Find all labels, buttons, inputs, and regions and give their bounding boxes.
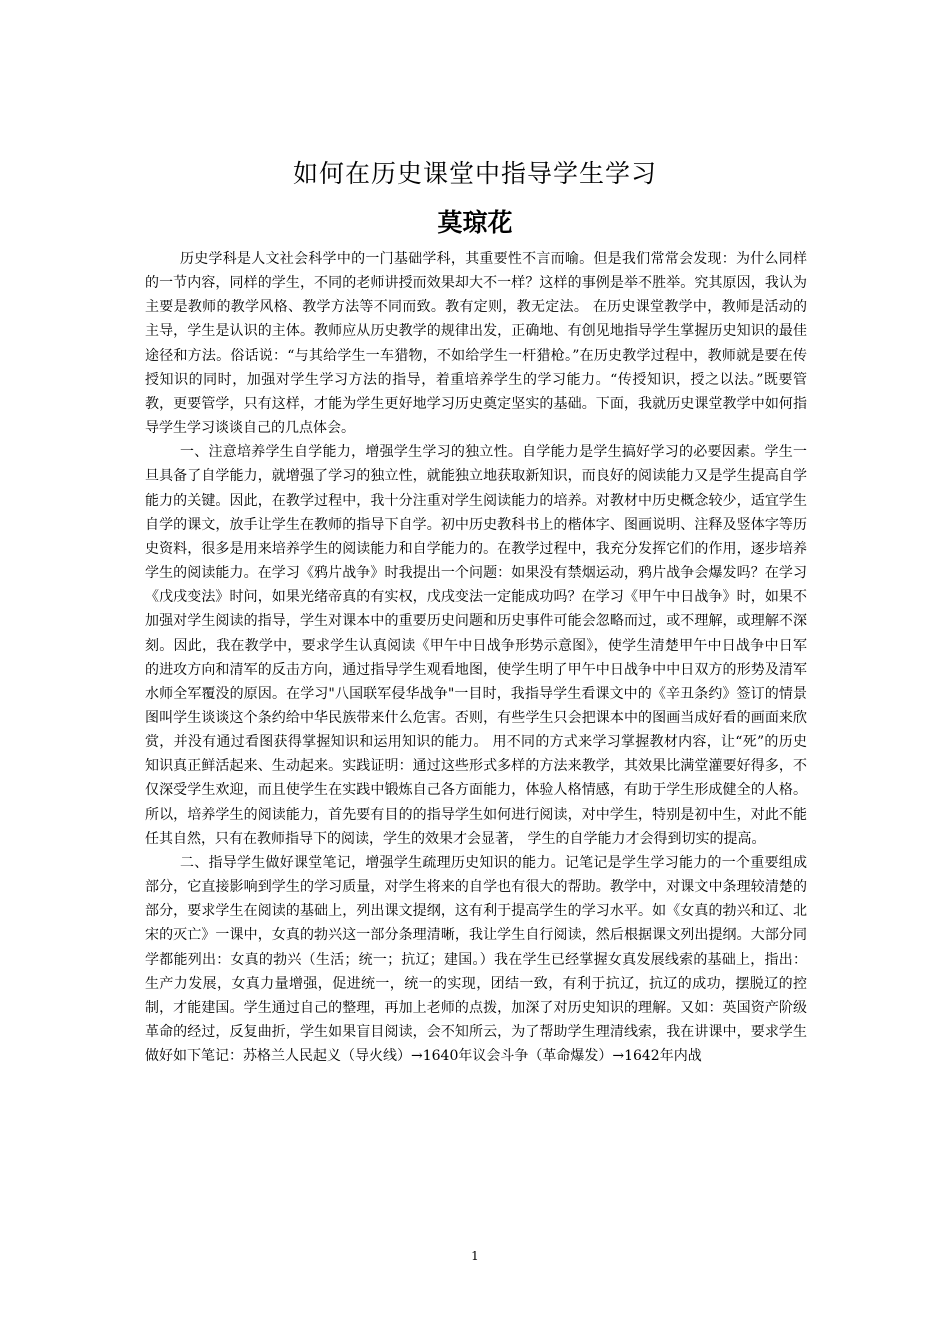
paragraph-section-2: 二、指导学生做好课堂笔记，增强学生疏理历史知识的能力。记笔记是学生学习能力的一个重要组成部分，它直接影响到学生的学习质量，对学生将来的自学也有很大的帮助。教学中，对课文中条理较清楚的部分，要求学生在阅读的基础上，列出课文提纲，这有利于提高学生的学习水平。如《女真的勃兴和辽、北宋的灭亡》一课中，女真的勃兴这一部分条理清晰，我让学生自行阅读，然后根据课文列出提纲。大部分同学都能列出：女真的勃兴（生活；统一；抗辽；建国。）我在学生已经掌握女真发展线索的基础上，指出：生产力发展，女真力量增强，促进统一，统一的实现，团结一致，有利于抗辽，抗辽的成功，摆脱辽的控制，才能建国。学生通过自己的整理，再加上老师的点拨，加深了对历史知识的理解。又如：英国资产阶级革命的经过，反复曲折，学生如果盲目阅读，会不知所云，为了帮助学生理清线索，我在讲课中，要求学生做好如下笔记：苏格兰人民起义（导火线）→1640年议会斗争（革命爆发）→1642年内战 — [145, 854, 807, 1065]
document-title: 如何在历史课堂中指导学生学习 — [292, 159, 657, 188]
document-body — [145, 247, 807, 1068]
paragraph-section-1: 一、注意培养学生自学能力，增强学生学习的独立性。自学能力是学生搞好学习的必要因素。学生一旦具备了自学能力，就增强了学习的独立性，就能独立地获取新知识，而良好的阅读能力又是学生提高自学能力的关键。因此，在教学过程中，我十分注重对学生阅读能力的培养。对教材中历史概念较少，适宜学生自学的课文，放手让学生在教师的指导下自学。初中历史教科书上的楷体字、图画说明、注释及竖体字等历史资料，很多是用来培养学生的阅读能力和自学能力的。在教学过程中，我充分发挥它们的作用，逐步培养学生的阅读能力。在学习《鸦片战争》时我提出一个问题：如果没有禁烟运动，鸦片战争会爆发吗？在学习《戊戌变法》时问，如果光绪帝真的有实权，戊戌变法一定能成功吗？在学习《甲午中日战争》时，如果不加强对学生阅读的指导，学生对课本中的重要历史问题和历史事件可能会忽略而过，或不理解，或理解不深刻。因此，我在教学中，要求学生认真阅读《甲午中日战争形势示意图》，使学生清楚甲午中日战争中日军的进攻方向和清军的反击方向，通过指导学生观看地图，使学生明了甲午中日战争中中日双方的形势及清军水师全军覆没的原因。在学习"八国联军侵华战争"一目时，我指导学生看课文中的《辛丑条约》签订的情景图叫学生谈谈这个条约给中华民族带来什么危害。否则，有些学生只会把课本中的图画当成好看的画面来欣赏，并没有通过看图获得掌握知识和运用知识的能力。 用不同的方式来学习掌握教材内容，让“死”的历史知识真正鲜活起来、生动起来。实践证明：通过这些形式多样的方法来教学，其效果比满堂灌要好得多，不仅深受学生欢迎，而且使学生在实践中锻炼自己各方面能力，体验人格情感，有助于学生形成健全的人格。所以，培养学生的阅读能力，首先要有目的的指导学生如何进行阅读，对中学生，特别是初中生，对此不能任其自然，只有在教师指导下的阅读，学生的效果才会显著， 学生的自学能力才会得到切实的提高。 — [145, 444, 807, 847]
paragraph-intro: 历史学科是人文社会科学中的一门基础学科，其重要性不言而喻。但是我们常常会发现：为什么同样的一节内容，同样的学生，不同的老师讲授而效果却大不一样？这样的事例是举不胜举。究其原因，我认为主要是教师的教学风格、教学方法等不同而致。教有定则，教无定法。 在历史课堂教学中，教师是活动的主导，学生是认识的主体。教师应从历史教学的规律出发，正确地、有创见地指导学生掌握历史知识的最佳途径和方法。俗话说：“与其给学生一车猎物，不如给学生一杆猎枪。”在历史教学过程中，教师就是要在传授知识的同时，加强对学生学习方法的指导，着重培养学生的学习能力。“传授知识，授之以法。”既要管教，更要管学，只有这样，才能为学生更好地学习历史奠定坚实的基础。下面，我就历史课堂教学中如何指导学生学习谈谈自己的几点体会。 — [145, 251, 807, 437]
author-name: 莫琼花 — [437, 208, 513, 237]
page-number: 1 — [471, 1249, 479, 1263]
